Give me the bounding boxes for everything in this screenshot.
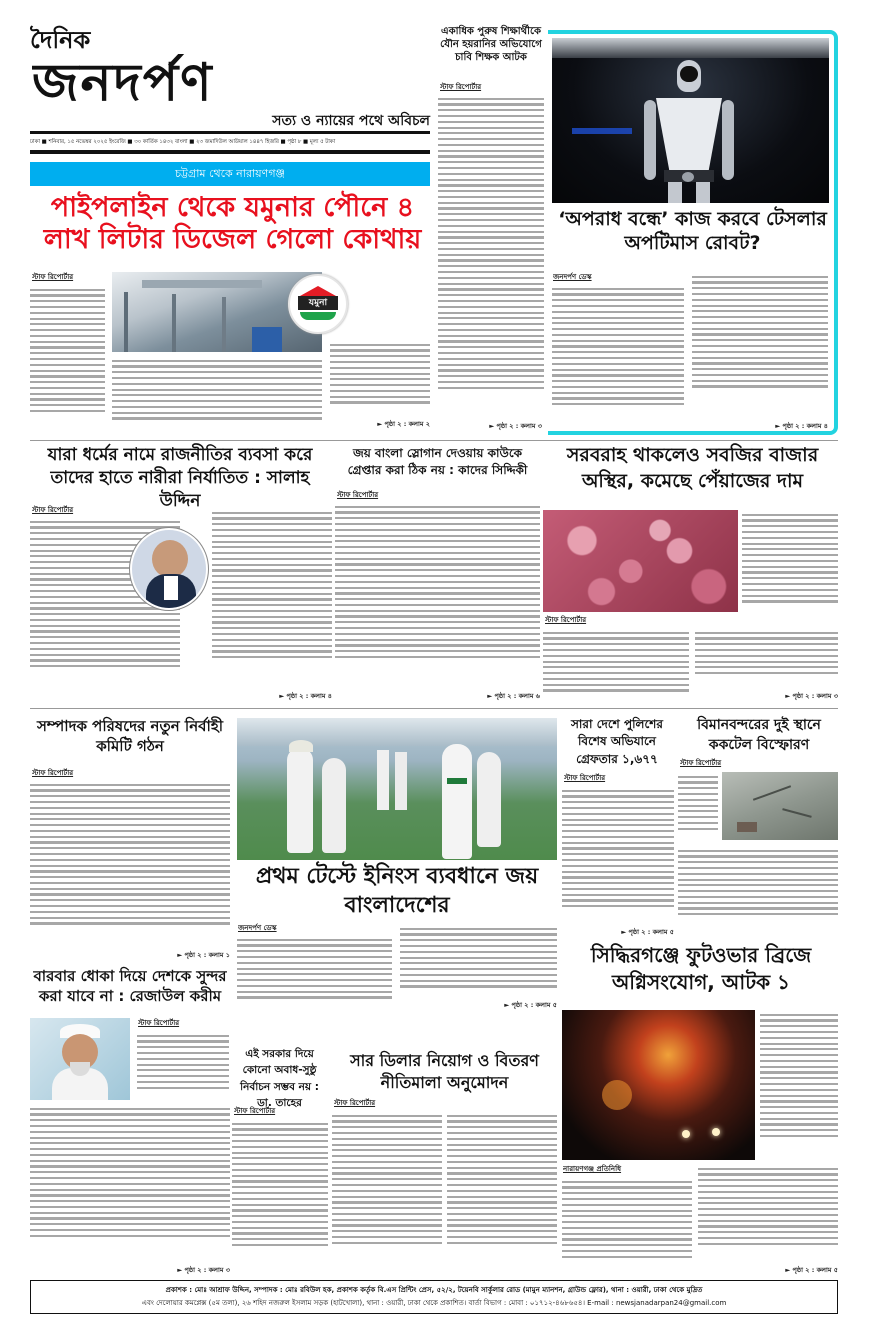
masthead-prefix: দৈনিক [30, 25, 91, 54]
lead-kicker-banner [30, 162, 430, 186]
rezaul-jump[interactable]: ► পৃষ্ঠা ২ : কলাম ৩ [177, 1266, 230, 1274]
editors-byline: স্টাফ রিপোর্টার [32, 769, 74, 777]
fertilizer-byline: স্টাফ রিপোর্টার [334, 1099, 376, 1107]
footer-line-2: এবং দেলোয়ার কমপ্লেক্স (৫ম তলা), ২৬ শহিদ নজরুল ইসলাম সড়ক (হাটখোলা), থানা : ওয়ারী, ঢাকা থেকে প্রকাশিত। বার্তা বিভাগ : মোবা : ০১৭১২-৪৬৮৬৫৪। E-mail : newsjanadarpan24@gmail.com [141, 1299, 727, 1307]
section-rule-2 [30, 708, 838, 709]
cricket-photo [237, 718, 557, 860]
airport-body-col1 [678, 772, 718, 842]
editors-jump[interactable]: ► পৃষ্ঠা ২ : কলাম ১ [177, 951, 230, 959]
siddhirganj-jump[interactable]: ► পৃষ্ঠা ২ : কলাম ৫ [785, 1266, 838, 1274]
salahuddin-byline: স্টাফ রিপোর্টার [32, 506, 74, 514]
taher-body [232, 1119, 328, 1272]
robot-body-col2 [692, 272, 828, 416]
vegetables-jump[interactable]: ► পৃষ্ঠা ২ : কলাম ৩ [785, 692, 838, 700]
masthead-tagline: সত্য ও ন্যায়ের পথে অবিচল [272, 113, 430, 129]
robot-jump[interactable]: ► পৃষ্ঠা ২ : কলাম ৪ [775, 422, 828, 430]
siddhirganj-body-col2 [698, 1164, 838, 1262]
vegetables-headline[interactable]: সরবরাহ থাকলেও সবজির বাজার অস্থির, কমেছে পেঁয়াজের দাম [566, 444, 819, 492]
salahuddin-jump[interactable]: ► পৃষ্ঠা ২ : কলাম ৪ [279, 692, 332, 700]
airport-body [678, 846, 838, 926]
section-rule-1 [30, 440, 838, 441]
lead-body-col3 [330, 340, 430, 416]
airport-headline[interactable]: বিমানবন্দরের দুই স্থানে ককটেল বিস্ফোরণ [697, 717, 821, 753]
vegetables-byline: স্টাফ রিপোর্টার [545, 616, 587, 624]
salahuddin-portrait [130, 528, 208, 610]
lead-byline: স্টাফ রিপোর্টার [32, 273, 74, 281]
footer-imprint [30, 1280, 838, 1314]
siddhirganj-headline[interactable]: সিদ্ধিরগঞ্জে ফুটওভার ব্রিজে অগ্নিসংযোগ, আটক ১ [590, 943, 812, 994]
editors-headline[interactable]: সম্পাদক পরিষদের নতুন নির্বাহী কমিটি গঠন [36, 717, 224, 756]
police-jump[interactable]: ► পৃষ্ঠা ২ : কলাম ৫ [621, 928, 674, 936]
kader-headline[interactable]: জয় বাংলা স্লোগান দেওয়ায় কাউকে গ্রেপ্তার করা ঠিক নয় : কাদের সিদ্দিকী [347, 446, 528, 477]
taher-headline[interactable]: এই সরকার দিয়ে কোনো অবাধ-সুষ্ঠু নির্বাচন সম্ভব নয় : ডা. তাহের [240, 1048, 319, 1109]
rezaul-headline[interactable]: বারবার ধোকা দিয়ে দেশকে সুন্দর করা যাবে না : রেজাউল করীম [33, 967, 227, 1006]
footer-line-1: প্রকাশক : মোঃ আশ্রাফ উদ্দিন, সম্পাদক : মোঃ রবিউল হক, প্রকাশক কর্তৃক বি.এস প্রিন্টিং প্রেস, ৫২/২, টয়েনবি সার্কুলার রোড (মামুন ম্যানশন, গ্রাউন্ড ফ্লোর), থানা : ওয়ারী, ঢাকা থেকে মুদ্রিত [165, 1286, 703, 1294]
salahuddin-headline[interactable]: যারা ধর্মের নামে রাজনীতির ব্যবসা করে তাদের হাতে নারীরা নির্যাতিত : সালাহ উদ্দিন [47, 445, 313, 511]
fertilizer-body-col1 [332, 1111, 442, 1269]
teacher-byline: স্টাফ রিপোর্টার [440, 83, 482, 91]
lead-body-col1 [30, 285, 105, 425]
rezaul-photo [30, 1018, 130, 1100]
robot-headline[interactable]: ‘অপরাধ বন্ধে’ কাজ করবে টেসলার অপটিমাস রোবট? [558, 208, 827, 254]
kader-jump[interactable]: ► পৃষ্ঠা ২ : কলাম ৬ [487, 692, 540, 700]
masthead-title: জনদর্পণ [32, 54, 214, 112]
airport-byline: স্টাফ রিপোর্টার [680, 759, 722, 767]
teacher-jump[interactable]: ► পৃষ্ঠা ২ : কলাম ৩ [489, 422, 542, 430]
cricket-byline: জনদর্পণ ডেস্ক [238, 924, 277, 932]
rezaul-body [30, 1104, 230, 1262]
masthead [30, 26, 430, 130]
masthead-rule-top [30, 131, 430, 134]
taher-byline: স্টাফ রিপোর্টার [234, 1107, 276, 1115]
lead-headline[interactable]: পাইপলাইন থেকে যমুনার পৌনে ৪ লাখ লিটার ডিজেল গেলো কোথায় [43, 192, 422, 256]
lead-kicker: চট্টগ্রাম থেকে নারায়ণগঞ্জ [175, 167, 285, 180]
siddhirganj-body-right [760, 1010, 838, 1160]
cricket-headline[interactable]: প্রথম টেস্টে ইনিংস ব্যবধানে জয় বাংলাদেশের [255, 864, 539, 918]
siddhirganj-byline: নারায়ণগঞ্জ প্রতিনিধি [563, 1165, 622, 1173]
rezaul-byline: স্টাফ রিপোর্টার [138, 1019, 180, 1027]
dateline: ঢাকা ■ শনিবার, ১৫ নভেম্বর ২০২৫ ইংরেজি ■ ৩০ কার্তিক ১৪৩২ বাংলা ■ ২৩ জমাদিউল আউয়াল ১৪৪৭ হিজরি ■ পৃষ্ঠা ৮ ■ মূল্য ৫ টাকা [30, 139, 336, 145]
police-byline: স্টাফ রিপোর্টার [564, 774, 606, 782]
lead-body-col2 [112, 356, 322, 428]
cricket-jump[interactable]: ► পৃষ্ঠা ২ : কলাম ৫ [504, 1001, 557, 1009]
airport-photo [722, 772, 838, 840]
fertilizer-body-col2 [447, 1111, 557, 1269]
jamuna-logo-text: যমুনা [298, 296, 338, 310]
lead-jump[interactable]: ► পৃষ্ঠা ২ : কলাম ২ [377, 420, 430, 428]
robot-body-col1 [552, 284, 684, 423]
fertilizer-headline[interactable]: সার ডিলার নিয়োগ ও বিতরণ নীতিমালা অনুমোদন [350, 1051, 539, 1093]
robot-photo [552, 38, 829, 203]
police-body [562, 786, 674, 924]
kader-byline: স্টাফ রিপোর্টার [337, 491, 379, 499]
teacher-headline[interactable]: একাধিক পুরুষ শিক্ষার্থীকে যৌন হয়রানির অভিযোগে চাবি শিক্ষক আটক [440, 26, 542, 63]
cricket-body-col1 [237, 935, 392, 1006]
vegetables-body-col-right [742, 510, 838, 622]
robot-byline: জনদর্পণ ডেস্ক [553, 273, 592, 281]
kader-body [335, 502, 540, 686]
teacher-body [438, 94, 544, 416]
siddhirganj-body-col1 [562, 1177, 692, 1272]
vegetables-body-col1 [543, 628, 689, 700]
cricket-body-col2 [400, 924, 557, 998]
editors-body [30, 780, 230, 946]
police-headline[interactable]: সারা দেশে পুলিশের বিশেষ অভিযানে গ্রেফতার ১,৬৭৭ [571, 717, 663, 766]
fire-photo [562, 1010, 755, 1160]
rezaul-body-side [137, 1031, 229, 1101]
masthead-rule-bottom [30, 150, 430, 154]
jamuna-logo-badge [288, 274, 348, 334]
vegetables-body-col2 [695, 628, 838, 688]
onion-photo [543, 510, 738, 612]
salahuddin-body-col2 [212, 508, 332, 686]
